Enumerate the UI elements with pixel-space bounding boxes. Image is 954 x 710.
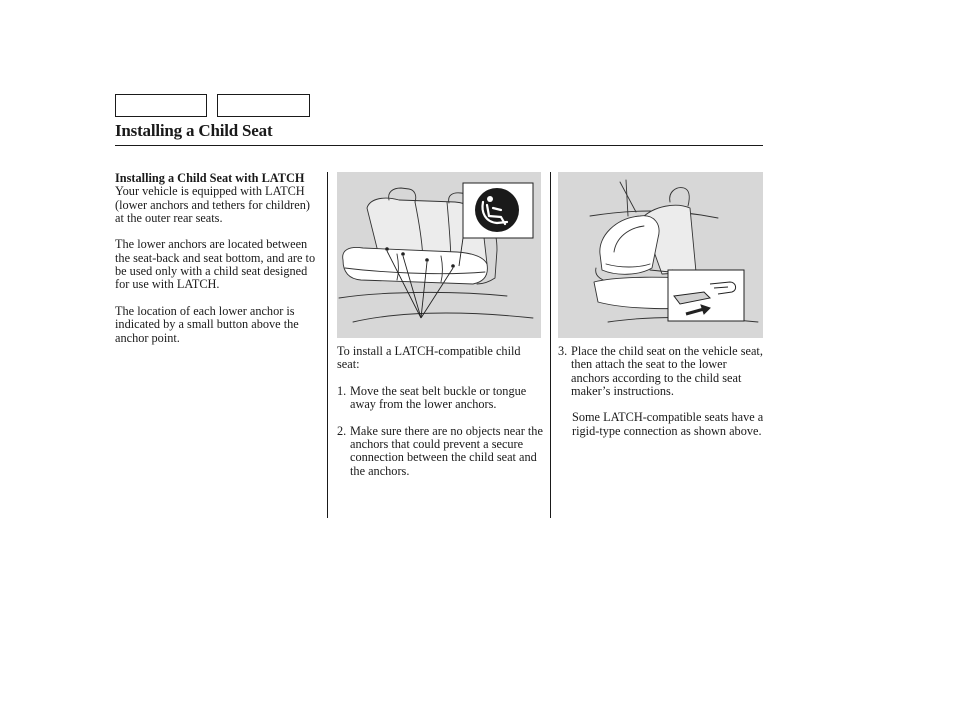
child-seat-anchor-symbol-icon [475,188,519,232]
step-number: 2. [337,423,347,438]
step-text: Place the child seat on the vehicle seat, then attach the seat to the lower anchors according to the child seat maker’s instructions. [571,344,763,398]
nav-tab-section-index[interactable] [217,94,310,117]
step-text: Move the seat belt buckle or tongue away from the lower anchors. [350,383,527,412]
installation-steps-column [337,345,543,478]
step-item [337,425,543,478]
nav-tab-main-menu[interactable] [115,94,207,117]
latch-intro-column [115,172,321,358]
column-divider-1 [327,172,328,518]
title-divider [115,145,763,146]
step-number: 1. [337,383,347,398]
paragraph-anchor-location: The lower anchors are located between the seat-back and seat bottom, and are to be used only with a child seat designed for use with LATCH. [115,237,316,292]
paragraph-anchor-button: The location of each lower anchor is indicated by a small button above the anchor point. [115,303,299,345]
installation-steps-continued-column [558,345,764,438]
section-heading: Installing a Child Seat with LATCH [115,171,305,185]
steps-intro: To install a LATCH-compatible child seat: [337,344,521,372]
column-divider-2 [550,172,551,518]
step-number: 3. [558,344,568,358]
step-text: Make sure there are no objects near the anchors that could prevent a secure connection between the child seat and the anchors. [350,423,543,478]
page-title: Installing a Child Seat [115,121,273,140]
paragraph-latch-equipped: Your vehicle is equipped with LATCH (lower anchors and tethers for children) at the outer rear seats. [115,184,310,225]
step-item [558,345,764,398]
rigid-connection-note: Some LATCH-compatible seats have a rigid-type connection as shown above. [572,410,764,438]
step-item [337,385,543,412]
child-seat-rigid-connector-illustration [558,172,763,338]
rear-seat-anchor-illustration [337,172,541,338]
